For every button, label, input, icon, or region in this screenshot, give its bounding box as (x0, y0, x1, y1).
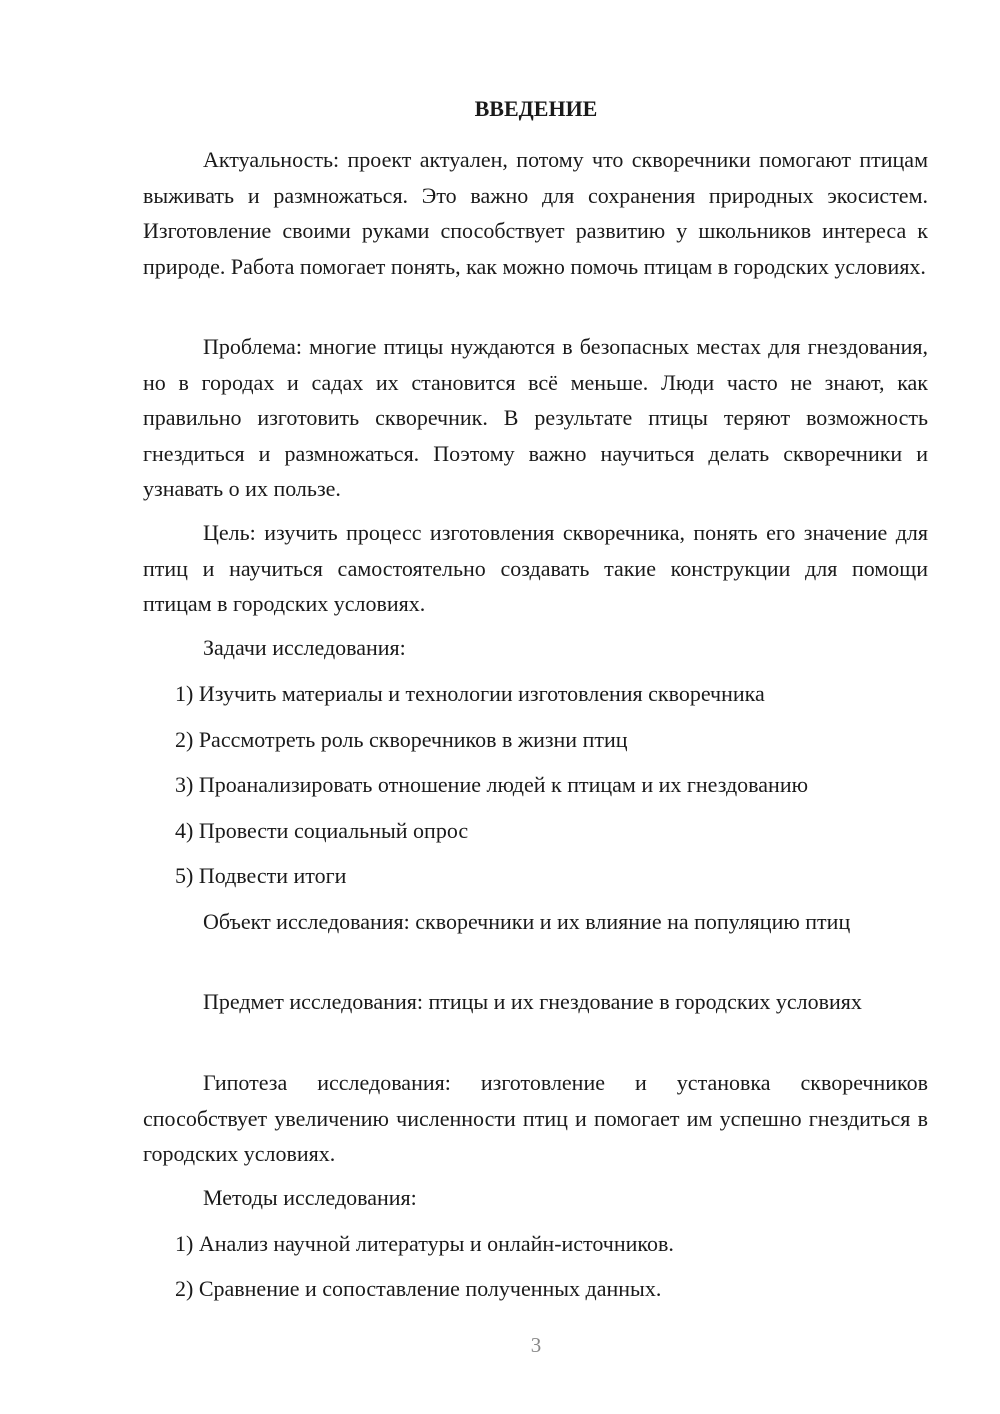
task-item: 1) Изучить материалы и технологии изготовления скворечника (175, 681, 765, 706)
task-item: 2) Рассмотреть роль скворечников в жизни птиц (175, 727, 628, 752)
methods-heading: Методы исследования: (203, 1185, 417, 1210)
object-paragraph: Объект исследования: скворечники и их влияние на популяцию птиц (203, 909, 851, 934)
section-title: ВВЕДЕНИЕ (474, 96, 598, 121)
page-number: 3 (530, 1333, 542, 1357)
task-item: 3) Проанализировать отношение людей к птицам и их гнездованию (175, 772, 809, 797)
task-item: 5) Подвести итоги (175, 863, 347, 888)
method-item: 1) Анализ научной литературы и онлайн-источников. (175, 1231, 674, 1256)
goal-paragraph: Цель: изучить процесс изготовления скворечника, понять его значение для птиц и научиться самостоятельно создавать такие конструкции для помощи птицам в городских условиях. (143, 520, 928, 616)
task-item: 4) Провести социальный опрос (175, 818, 469, 843)
hypothesis-paragraph: Гипотеза исследования: изготовление и установка скворечников способствует увеличению численности птиц и помогает им успешно гнездиться в городских условиях. (143, 1070, 928, 1166)
method-item: 2) Сравнение и сопоставление полученных данных. (175, 1276, 662, 1301)
subject-paragraph: Предмет исследования: птицы и их гнездование в городских условиях (203, 989, 862, 1014)
relevance-paragraph: Актуальность: проект актуален, потому что скворечники помогают птицам выживать и размножаться. Это важно для сохранения природных экосистем. Изготовление своими руками способствует развитию у школьников интереса к природе. Работа помогает понять, как можно помочь птицам в городских условиях. (143, 147, 928, 279)
problem-paragraph: Проблема: многие птицы нуждаются в безопасных местах для гнездования, но в городах и садах их становится всё меньше. Люди часто не знают, как правильно изготовить скворечник. В результате птицы теряют возможность гнездиться и размножаться. Поэтому важно научиться делать скворечники и узнавать о их пользе. (143, 334, 928, 501)
tasks-heading: Задачи исследования: (203, 635, 406, 660)
